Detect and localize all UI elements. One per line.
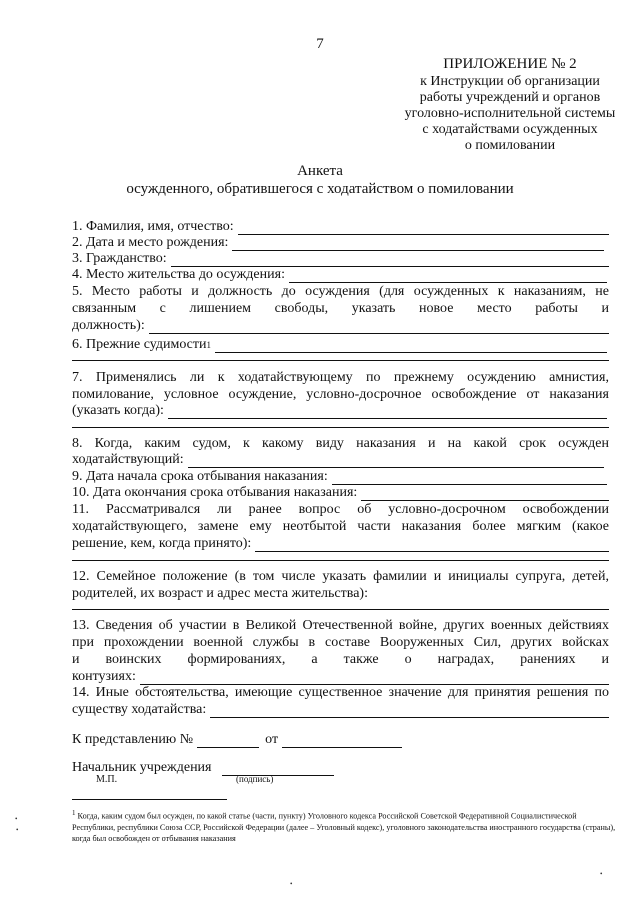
footnote-divider <box>72 799 227 800</box>
item-7-line-1: 7. Применялись ли к ходатайствующему по прежнему осуждению амнистия, <box>72 370 609 385</box>
form-title: Анкета <box>297 163 343 179</box>
field-label: должность): <box>72 318 145 333</box>
item-11-line-2: ходатайствующего, замене ему неотбытой части наказания более мягким (какое <box>72 519 609 534</box>
field-prior-convictions <box>72 337 607 353</box>
appendix-line: о помиловании <box>464 138 556 153</box>
appendix-title: ПРИЛОЖЕНИЕ № 2 <box>443 56 577 72</box>
field-label: 6. Прежние судимости <box>72 337 207 352</box>
item-7-line-2: помилование, условное осуждение, условно-досрочное освобождение от наказания <box>72 387 609 402</box>
item-8-line-1: 8. Когда, каким судом, к какому виду наказания и на какой срок осужден <box>72 436 609 451</box>
field-label: 3. Гражданство: <box>72 251 167 266</box>
item-13-line-3: и воинских формированиях, а также о наградах, ранениях и <box>72 652 609 667</box>
prior-convictions-input-line[interactable] <box>215 340 607 353</box>
parole-input-line[interactable] <box>255 539 609 552</box>
birth-input-line[interactable] <box>232 238 604 251</box>
page-number: 7 <box>316 36 324 52</box>
field-birth <box>72 235 604 251</box>
field-parole <box>72 536 609 552</box>
submission-date-input[interactable] <box>282 735 402 748</box>
field-label: решение, кем, когда принято): <box>72 536 252 551</box>
item-5-line-1: 5. Место работы и должность до осуждения (для осужденных к наказаниям, не <box>72 284 609 299</box>
amnesty-input-line[interactable] <box>168 406 607 419</box>
field-residence <box>72 267 607 283</box>
submission-number-label: К представлению № <box>72 732 194 747</box>
blank-line[interactable] <box>72 360 609 361</box>
footnote-marker: 1 <box>72 809 76 817</box>
field-start-date <box>72 469 607 485</box>
full-name-input-line[interactable] <box>238 222 609 235</box>
submission-row <box>72 732 402 748</box>
appendix-header <box>395 56 625 154</box>
field-label: 9. Дата начала срока отбывания наказания: <box>72 469 328 484</box>
war-service-input-line[interactable] <box>140 672 609 685</box>
field-label: 4. Место жительства до осуждения: <box>72 267 285 282</box>
field-label: родителей, их возраст и адрес места жительства): <box>72 586 368 601</box>
item-13-line-2: при прохождении военной службы в составе Вооруженных Сил, других войсках <box>72 635 609 650</box>
sentence-input-line[interactable] <box>188 455 604 468</box>
head-of-institution-label: Начальник учреждения <box>72 760 212 775</box>
field-workplace <box>72 318 609 334</box>
scan-speck: • <box>15 815 18 823</box>
appendix-line: с ходатайствами осужденных <box>422 122 598 137</box>
other-circumstances-input-line[interactable] <box>210 705 609 718</box>
field-label: существу ходатайства: <box>72 702 207 717</box>
field-label: 10. Дата окончания срока отбывания наказания: <box>72 485 358 500</box>
field-label: 2. Дата и место рождения: <box>72 235 229 250</box>
footnote-text: Когда, каким судом был осужден, по какой статье (части, пункту) Уголовного кодекса Российской Советской Федеративной Социалистической Республики, республики Союза ССР, Российской Федерации (далее – Уголовный кодекс), уголовного законодательства иностранного государства (страны), когда был освобожден от отбывания наказания <box>72 811 616 843</box>
field-label: (указать когда): <box>72 403 164 418</box>
item-13-line-1: 13. Сведения об участии в Великой Отечественной войне, других военных действиях <box>72 618 609 633</box>
field-full-name <box>72 219 609 235</box>
submission-date-label: от <box>265 732 279 747</box>
field-other-circumstances <box>72 702 609 718</box>
workplace-input-line[interactable] <box>149 321 609 334</box>
field-label: контузиях: <box>72 669 136 684</box>
field-family <box>72 586 609 602</box>
scan-speck: • <box>600 870 603 878</box>
item-12-line-1: 12. Семейное положение (в том числе указать фамилии и инициалы супруга, детей, <box>72 569 609 584</box>
citizenship-input-line[interactable] <box>171 254 609 267</box>
blank-line[interactable] <box>72 560 609 561</box>
field-label: 1. Фамилия, имя, отчество: <box>72 219 234 234</box>
field-war-service <box>72 669 609 685</box>
seal-place-label: М.П. <box>96 774 118 785</box>
item-14-line-1: 14. Иные обстоятельства, имеющие существенное значение для принятия решения по <box>72 685 609 700</box>
field-label: ходатайствующий: <box>72 452 184 467</box>
scan-speck: • <box>16 826 19 834</box>
residence-input-line[interactable] <box>289 270 607 283</box>
appendix-line: уголовно-исполнительной системы <box>404 106 616 121</box>
end-date-input-line[interactable] <box>361 488 609 501</box>
footnote-ref: 1 <box>206 340 211 350</box>
blank-line[interactable] <box>72 427 609 428</box>
field-citizenship <box>72 251 609 267</box>
appendix-line: к Инструкции об организации <box>420 74 600 89</box>
field-amnesty <box>72 403 607 419</box>
item-5-line-2: связанным с лишением свободы, указать новое место работы и <box>72 301 609 316</box>
form-subtitle: осужденного, обратившегося с ходатайством о помиловании <box>126 181 514 197</box>
appendix-line: работы учреждений и органов <box>419 90 601 105</box>
scan-speck: • <box>290 880 293 888</box>
submission-number-input[interactable] <box>197 735 259 748</box>
start-date-input-line[interactable] <box>332 472 607 485</box>
field-sentence <box>72 452 604 468</box>
blank-line[interactable] <box>72 609 609 610</box>
item-11-line-1: 11. Рассматривался ли ранее вопрос об условно-досрочном освобождении <box>72 502 609 517</box>
signature-caption: (подпись) <box>236 774 274 784</box>
footnote <box>72 808 617 844</box>
field-end-date <box>72 485 609 501</box>
